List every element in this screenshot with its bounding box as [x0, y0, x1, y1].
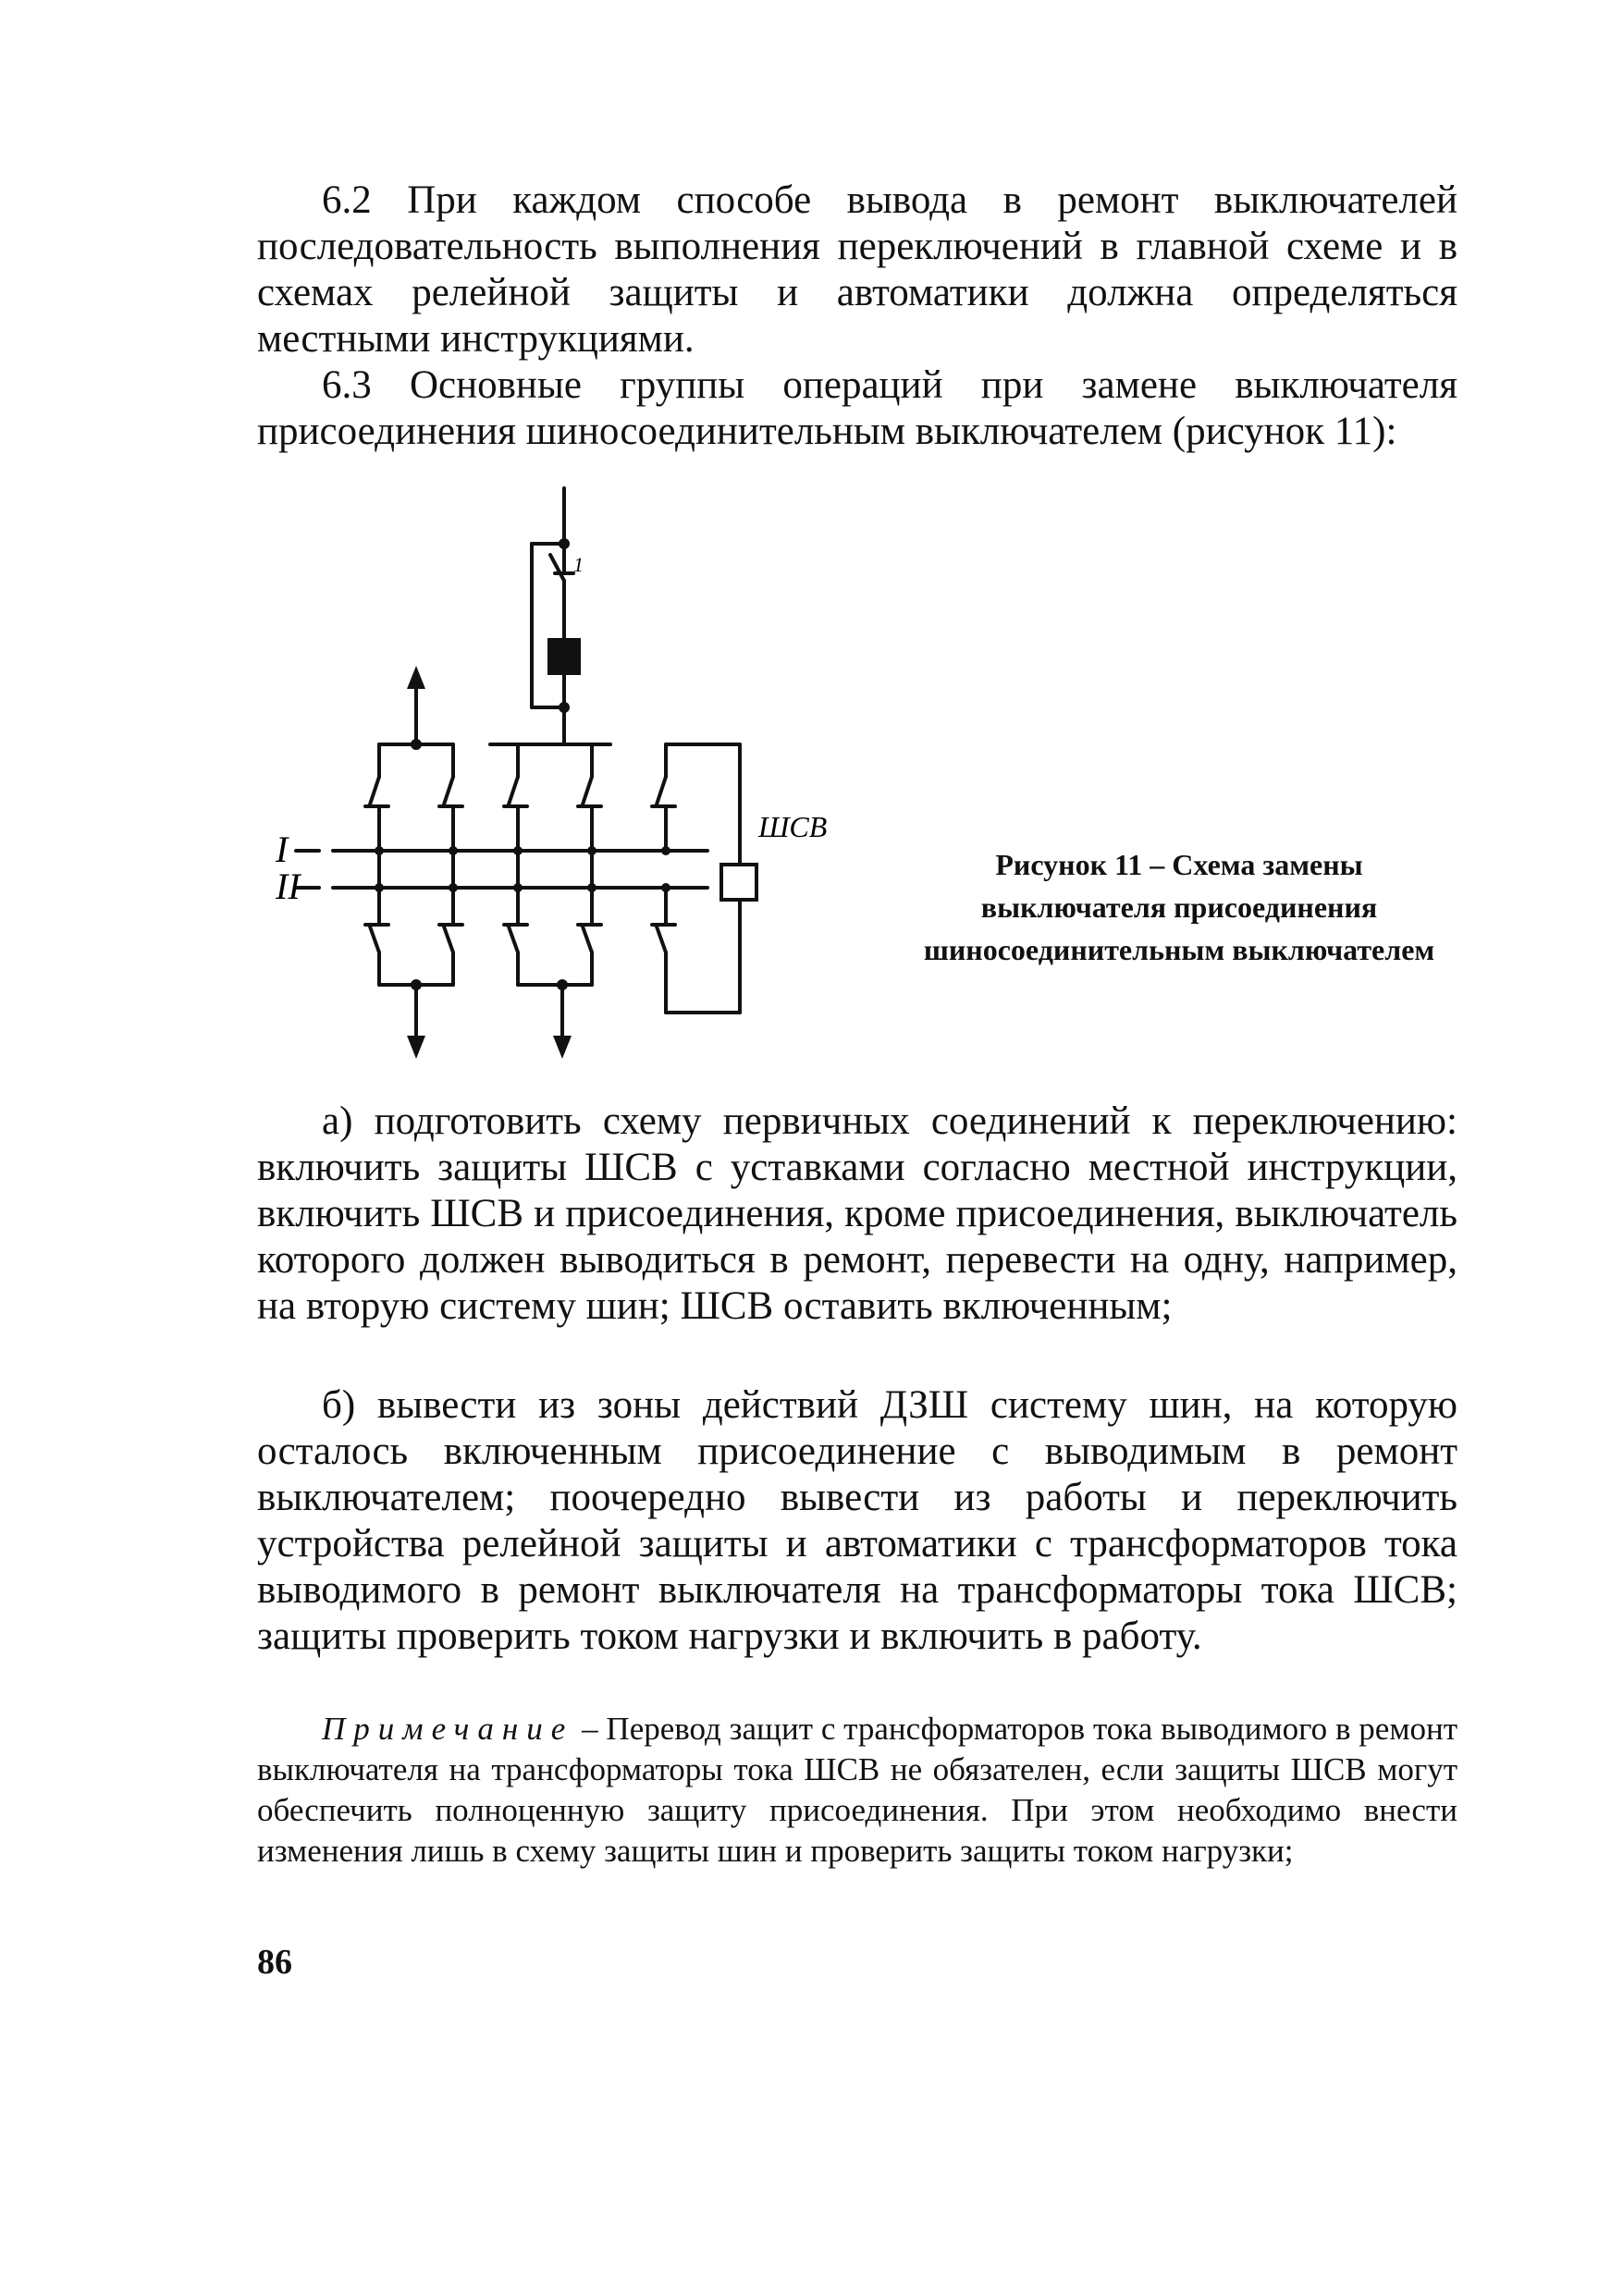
bus-label-2: II — [276, 866, 301, 907]
junction-dot — [661, 883, 670, 892]
paragraph-6-2: 6.2 При каждом способе вывода в ремонт выключателей последовательность выполнения переключений в главной схеме и в схемах релейной защиты и автоматики должна определяться местными инструкциями. — [257, 178, 1457, 361]
junction-dot — [449, 846, 458, 855]
junction-dot — [557, 979, 568, 990]
circuit-lines — [296, 488, 740, 1045]
breaker-number: 1 — [573, 553, 584, 576]
shsv-label: ШСВ — [758, 810, 828, 843]
junction-dot — [411, 979, 422, 990]
list-item-a: а) подготовить схему первичных соединений к переключению: включить защиты ШСВ с уставками согласно местной инструкции, включить ШСВ и присоединения, кроме присоединения, выключатель которого должен выводиться в ремонт, перевести на одну, например, на вторую систему шин; ШСВ оставить включенным; — [257, 1099, 1457, 1328]
junction-dot — [375, 883, 384, 892]
note — [257, 1709, 1457, 1872]
feeder-2-lower-blade-left — [509, 927, 518, 952]
junction-dot — [587, 846, 596, 855]
junction-dot — [375, 846, 384, 855]
junction-dot — [449, 883, 458, 892]
junction-dot — [661, 846, 670, 855]
feeder-2-disconnector-right — [583, 777, 592, 804]
shsv-disconnector-upper — [657, 777, 666, 804]
shsv-lower-blade — [657, 927, 666, 952]
feeder-1-lower-blade-left — [370, 927, 379, 952]
note-text: – Перевод защит с трансформаторов тока выводимого в ремонт выключателя на трансформаторы тока ШСВ не обязателен, если защиты ШСВ могут обеспечить полноценную защиту присоединения. При этом необходимо внести изменения лишь в схему защиты шин и проверить защиты током нагрузки; — [257, 1711, 1457, 1869]
bus-label-1: I — [276, 829, 289, 870]
withdrawn-breaker — [547, 638, 581, 675]
feeder-1-disconnector-left — [370, 777, 379, 804]
junction-dots — [375, 538, 670, 990]
junction-dot — [513, 883, 523, 892]
circuit-diagram — [268, 481, 869, 1063]
junction-dot — [411, 739, 422, 750]
figure-caption: Рисунок 11 – Схема замены выключателя присоединения шиносоединительным выключателем — [923, 848, 1435, 966]
list-item-b: б) вывести из зоны действий ДЗШ систему шин, на которую осталось включенным присоединение с выводимым в ремонт выключателем; поочередно вывести из работы и переключить устройства релейной защиты и автоматики с трансформаторов тока выводимого в ремонт выключателя на трансформаторы тока ШСВ; защиты проверить током нагрузки и включить в работу. — [257, 1383, 1457, 1658]
feeder-2-lower-blade-right — [583, 927, 592, 952]
feeder-1-lower-blade-right — [444, 927, 453, 952]
up-arrow-icon — [407, 666, 425, 689]
junction-dot — [559, 702, 570, 713]
figure-11-diagram — [268, 481, 869, 1063]
junction-dot — [587, 883, 596, 892]
shsv-breaker — [721, 865, 756, 900]
feeder-1-disconnector-right — [444, 777, 453, 804]
feeder-2-disconnector-left — [509, 777, 518, 804]
page-number: 86 — [257, 1943, 292, 1982]
junction-dot — [513, 846, 523, 855]
down-arrow-icon — [553, 1036, 572, 1059]
down-arrow-icon — [407, 1036, 425, 1059]
note-label: Примечание — [322, 1711, 574, 1747]
paragraph-6-3: 6.3 Основные группы операций при замене выключателя присоединения шиносоединительным выключателем (рисунок 11): — [257, 363, 1457, 453]
bypass-disconnector-blade — [550, 555, 564, 581]
junction-dot — [559, 538, 570, 549]
